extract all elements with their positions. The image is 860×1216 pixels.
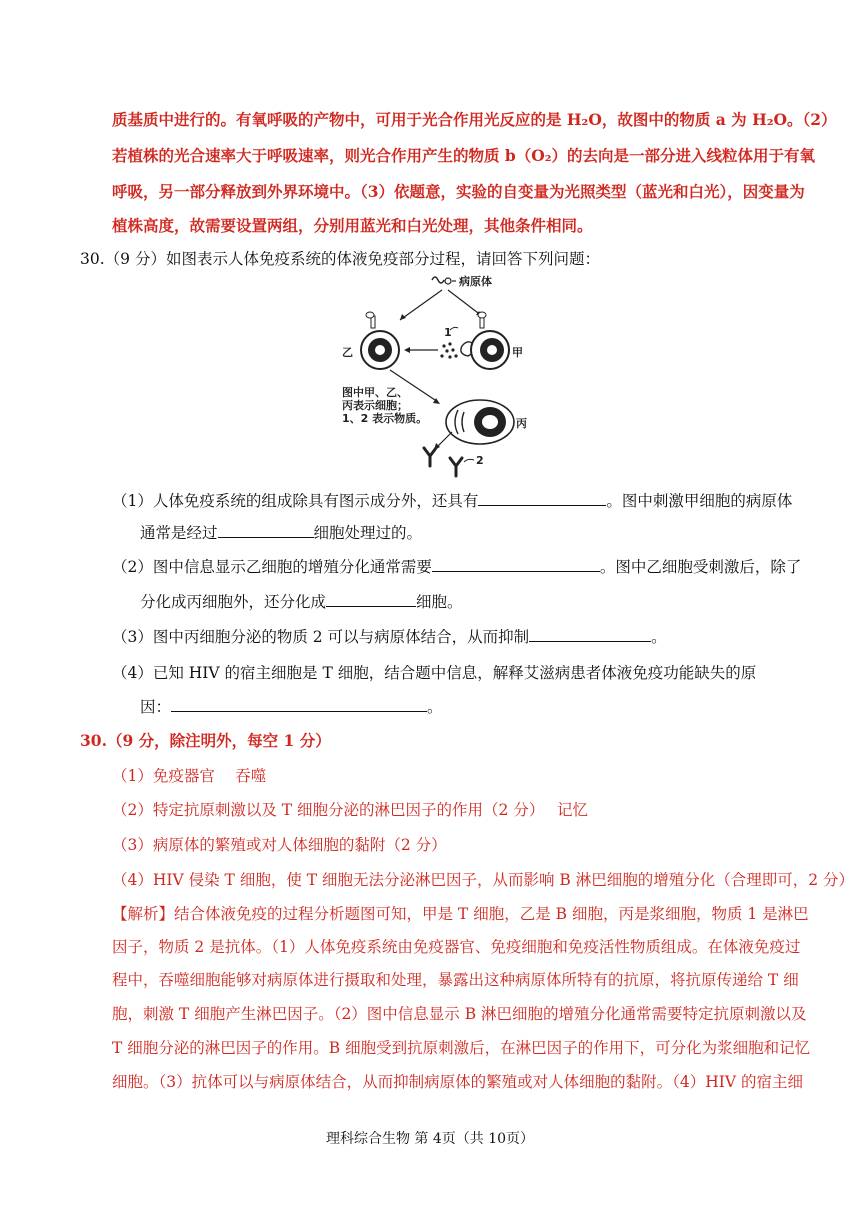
answer-blank [529, 627, 651, 642]
analysis-line: T 细胞分泌的淋巴因子的作用。B 细胞受到抗原刺激后，在淋巴因子的作用下，可分化为浆细胞和记忆 [112, 1039, 811, 1057]
question-3: （3）图中丙细胞分泌的物质 2 可以与病原体结合，从而抑制 。 [112, 628, 667, 646]
question-2-line-1: （2）图中信息显示乙细胞的增殖分化通常需要 。图中乙细胞受刺激后，除了 [112, 558, 802, 576]
pathogen-label: 病原体 [459, 275, 492, 288]
analysis-line: 胞，刺激 T 细胞产生淋巴因子。（2）图中信息显示 B 淋巴细胞的增殖分化通常需要特定抗原刺激以及 [112, 1005, 807, 1023]
arrow-pathogen-to-jia [448, 290, 482, 316]
antibody-icon [450, 458, 462, 476]
answer-4: （4）HIV 侵染 T 细胞，使 T 细胞无法分泌淋巴因子，从而影响 B 淋巴细胞的增殖分化（合理即可，2 分） [112, 871, 855, 889]
answer-2: （2）特定抗原刺激以及 T 细胞分泌的淋巴因子的作用（2 分） 记忆 [112, 801, 589, 819]
answer-blank [218, 523, 314, 538]
cell-yi-label: 乙 [342, 346, 353, 359]
substance-1-label: 1 [444, 326, 452, 339]
substance-2-label: 2 [476, 454, 484, 467]
cell-jia-label: 甲 [512, 346, 523, 359]
arrow-pathogen-to-yi [400, 290, 442, 320]
answer-3: （3）病原体的繁殖或对人体细胞的黏附（2 分） [112, 836, 447, 854]
answer-header: 30.（9 分，除注明外，每空 1 分） [80, 731, 331, 750]
answer-blank [171, 697, 427, 712]
cell-yi [361, 312, 399, 369]
question-4-line-2: 因： 。 [140, 698, 443, 716]
question-4-line-1: （4）已知 HIV 的宿主细胞是 T 细胞，结合题中信息，解释艾滋病患者体液免疫功能缺失的原 [112, 664, 757, 682]
question-1-line-2: 通常是经过 细胞处理过的。 [140, 524, 423, 542]
immune-diagram [340, 270, 527, 482]
explanation-line: 质基质中进行的。有氧呼吸的产物中，可用于光合作用光反应的是 H₂O，故图中的物质 a 为 H₂O。（2） [112, 110, 837, 129]
legend-line: 图中甲、乙、 [342, 386, 408, 399]
explanation-line: 若植株的光合速率大于呼吸速率，则光合作用产生的物质 b（O₂）的去向是一部分进入线粒体用于有氧 [112, 146, 816, 165]
page-footer: 理科综合生物 第 4页（共 10页） [325, 1131, 535, 1147]
cell-jia [461, 312, 509, 369]
question-2-line-2: 分化成丙细胞外，还分化成 细胞。 [140, 593, 463, 611]
answer-1: （1）免疫器官 吞噬 [112, 767, 267, 785]
question-1-line-1: （1）人体免疫系统的组成除具有图示成分外，还具有 。图中刺激甲细胞的病原体 [112, 492, 793, 510]
cell-bing [446, 400, 514, 444]
analysis-line: 【解析】结合体液免疫的过程分析题图可知，甲是 T 细胞，乙是 B 细胞，丙是浆细胞，物质 1 是淋巴 [112, 905, 809, 923]
question-header: 30.（9 分）如图表示人体免疫系统的体液免疫部分过程，请回答下列问题： [80, 250, 600, 268]
analysis-line: 程中，吞噬细胞能够对病原体进行摄取和处理，暴露出这种病原体所特有的抗原，将抗原传递给 T 细 [112, 971, 799, 989]
cell-bing-label: 丙 [516, 417, 527, 430]
answer-blank [326, 592, 416, 607]
answer-blank [432, 557, 600, 572]
analysis-line: 细胞。（3）抗体可以与病原体结合，从而抑制病原体的繁殖或对人体细胞的黏附。（4）HIV 的宿主细 [112, 1073, 803, 1091]
explanation-line: 呼吸，另一部分释放到外界环境中。（3）依题意，实验的自变量为光照类型（蓝光和白光），因变量为 [112, 182, 805, 201]
analysis-line: 因子，物质 2 是抗体。（1）人体免疫系统由免疫器官、免疫细胞和免疫活性物质组成。在体液免疫过 [112, 938, 801, 956]
answer-blank [478, 491, 606, 506]
substance-1-dots [440, 342, 457, 358]
pathogen-icon [432, 277, 456, 284]
legend-line: 丙表示细胞； [342, 399, 408, 412]
legend-line: 1、2 表示物质。 [342, 412, 428, 425]
antibody-icon [424, 448, 436, 466]
explanation-line: 植株高度，故需要设置两组，分别用蓝光和白光处理，其他条件相同。 [112, 216, 593, 235]
